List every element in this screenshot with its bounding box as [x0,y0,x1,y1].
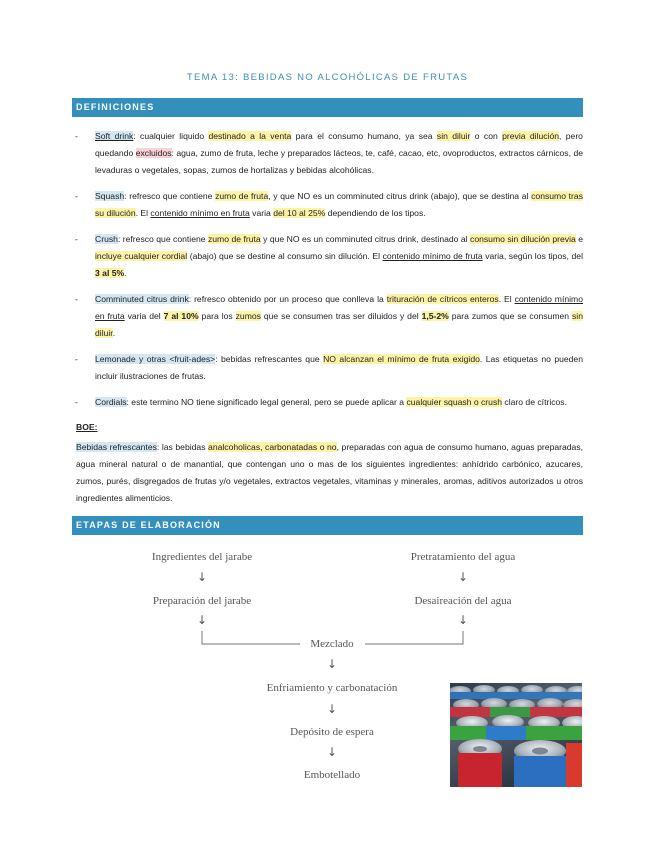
definition-item [72,291,583,342]
definition-text: : bebidas refrescantes que [215,354,324,364]
definition-text: y que NO es un comminuted citrus drink, destinado al [260,234,471,244]
boe-text: : las bebidas [156,442,209,452]
definition-text: : refresco obtenido por un proceso que conlleva la [188,294,387,304]
page-title: TEMA 13: BEBIDAS NO ALCOHÓLICAS DE FRUTAS [186,72,469,83]
highlight: 1,5-2% [421,311,449,321]
definition-term: Comminuted citrus drink [95,294,189,304]
cans-illustration [450,683,582,787]
section-header-etapas: ETAPAS DE ELABORACIÓN [72,516,583,535]
definition-text: . El [498,294,515,304]
definition-term: Squash [95,191,125,201]
bullet-dash: - [75,354,78,364]
down-arrow-icon: ↓ [196,613,208,627]
definition-text: e [575,234,584,244]
definition-text: para el consumo humano, ya sea [291,131,437,141]
definition-text: : este termino NO tiene significado legal general, pero se puede aplicar a [126,397,407,407]
flow-step-embotellado: Embotellado [303,769,361,781]
boe-label: Bebidas refrescantes [76,442,157,452]
highlight: sin diluir [436,131,471,141]
definition-text: . [112,328,116,338]
definition-text: varia, según los tipos, del [482,251,583,261]
bullet-dash: - [75,131,78,141]
definition-item [72,128,583,179]
highlight: zumos [235,311,261,321]
definition-text: para zumos que se consumen [448,311,572,321]
definition-text: : refresco que contiene [124,191,216,201]
highlight: analcoholicas, carbonatadas o no [208,442,337,452]
highlight: excluidos [135,148,172,158]
boe-paragraph [76,439,583,507]
highlight: zumo de fruta [207,234,261,244]
highlight: 3 al 5% [95,268,125,278]
definition-text: , pero quedando [95,131,583,158]
highlight: trituración de cítricos enteros [386,294,499,304]
cans-photo [450,683,582,787]
flow-step-mezclado: Mezclado [310,638,354,650]
down-arrow-icon: ↓ [326,657,338,671]
highlight: del 10 al 25% [273,208,326,218]
definition-text: que se consumen tras ser diluidos y del [260,311,422,321]
definition-text: . El [135,208,151,218]
highlight: cualquier squash o crush [406,397,503,407]
flow-step-pretratamiento: Pretratamiento del agua [410,551,516,563]
bullet-dash: - [75,234,78,244]
definition-text: : refresco que contiene [117,234,208,244]
highlight: sin diluir [95,311,583,338]
definition-text: varia [249,208,274,218]
definition-text: dependiendo de los tipos. [325,208,426,218]
underlined-text: contenido mínimo en fruta [95,294,583,321]
definition-term: Soft drink [95,131,134,141]
bullet-dash: - [75,397,78,407]
down-arrow-icon: ↓ [326,702,338,716]
highlight: NO alcanzan el mínimo de fruta exigido [323,354,480,364]
highlight: zumo de fruta [215,191,269,201]
definition-term: Cordials [95,397,127,407]
definition-text: : agua, zumo de fruta, leche y preparados lácteos, te, café, cacao, etc, ovoproductos, extractos cárnicos, de levaduras o vegetales, sopas, zumos de hortalizas y bebidas alcohólicas. [95,148,584,175]
bullet-dash: - [75,191,78,201]
definition-text: (abajo) que se destine al consumo sin dilución. El [187,251,383,261]
definition-item [72,394,583,411]
down-arrow-icon: ↓ [326,745,338,759]
bullet-dash: - [75,294,78,304]
definition-text: varia del [124,311,164,321]
definition-item [72,351,583,385]
down-arrow-icon: ↓ [457,570,469,584]
highlight: 7 al 10% [163,311,199,321]
flow-step-deposito: Depósito de espera [290,726,374,738]
definition-text: o con [470,131,503,141]
highlight: previa dilución [502,131,560,141]
down-arrow-icon: ↓ [196,570,208,584]
definition-text: , y que NO es un comminuted citrus drink (abajo), que se destina al [268,191,532,201]
highlight: destinado a la venta [208,131,292,141]
definition-term: Lemonade y otras <fruit-ades> [95,354,216,364]
definition-item [72,231,583,282]
section-header-definiciones: DEFINICIONES [72,98,583,117]
definition-text: . [124,268,127,278]
definition-item [72,188,583,222]
definition-text: : cualquier liquido [133,131,209,141]
flow-step-preparacion: Preparación del jarabe [152,595,252,607]
definitions-list [72,128,583,420]
highlight: consumo sin dilución previa [470,234,576,244]
definition-text: . Las etiquetas no pueden incluir ilustraciones de frutas. [95,354,583,381]
underlined-text: contenido mínimo de fruta [382,251,483,261]
flow-step-ingredientes: Ingredientes del jarabe [151,551,253,563]
down-arrow-icon: ↓ [457,613,469,627]
underlined-text: contenido mínimo en fruta [150,208,250,218]
definition-text: claro de cítricos. [502,397,567,407]
boe-heading: BOE: [76,422,98,432]
flow-step-desaireacion: Desaireación del agua [414,595,512,607]
highlight: consumo tras su dilución [95,191,583,218]
flow-step-enfriamiento: Enfriamiento y carbonatación [266,682,398,694]
definition-term: Crush [95,234,118,244]
boe-text: , preparadas con agua de consumo humano, aguas preparadas, agua mineral natural o de manantial, que contengan uno o mas de los siguientes ingredientes: anhídrido carbónico, azucares, zumos, purés, disgregados de frutas y/o vegetales, extractos vegetales, vitaminas y minerales, aromas, aditivos autorizados u otros ingredientes alimenticios. [76,442,584,503]
highlight: incluye cualquier cordial [95,251,188,261]
definition-text: para los [198,311,236,321]
